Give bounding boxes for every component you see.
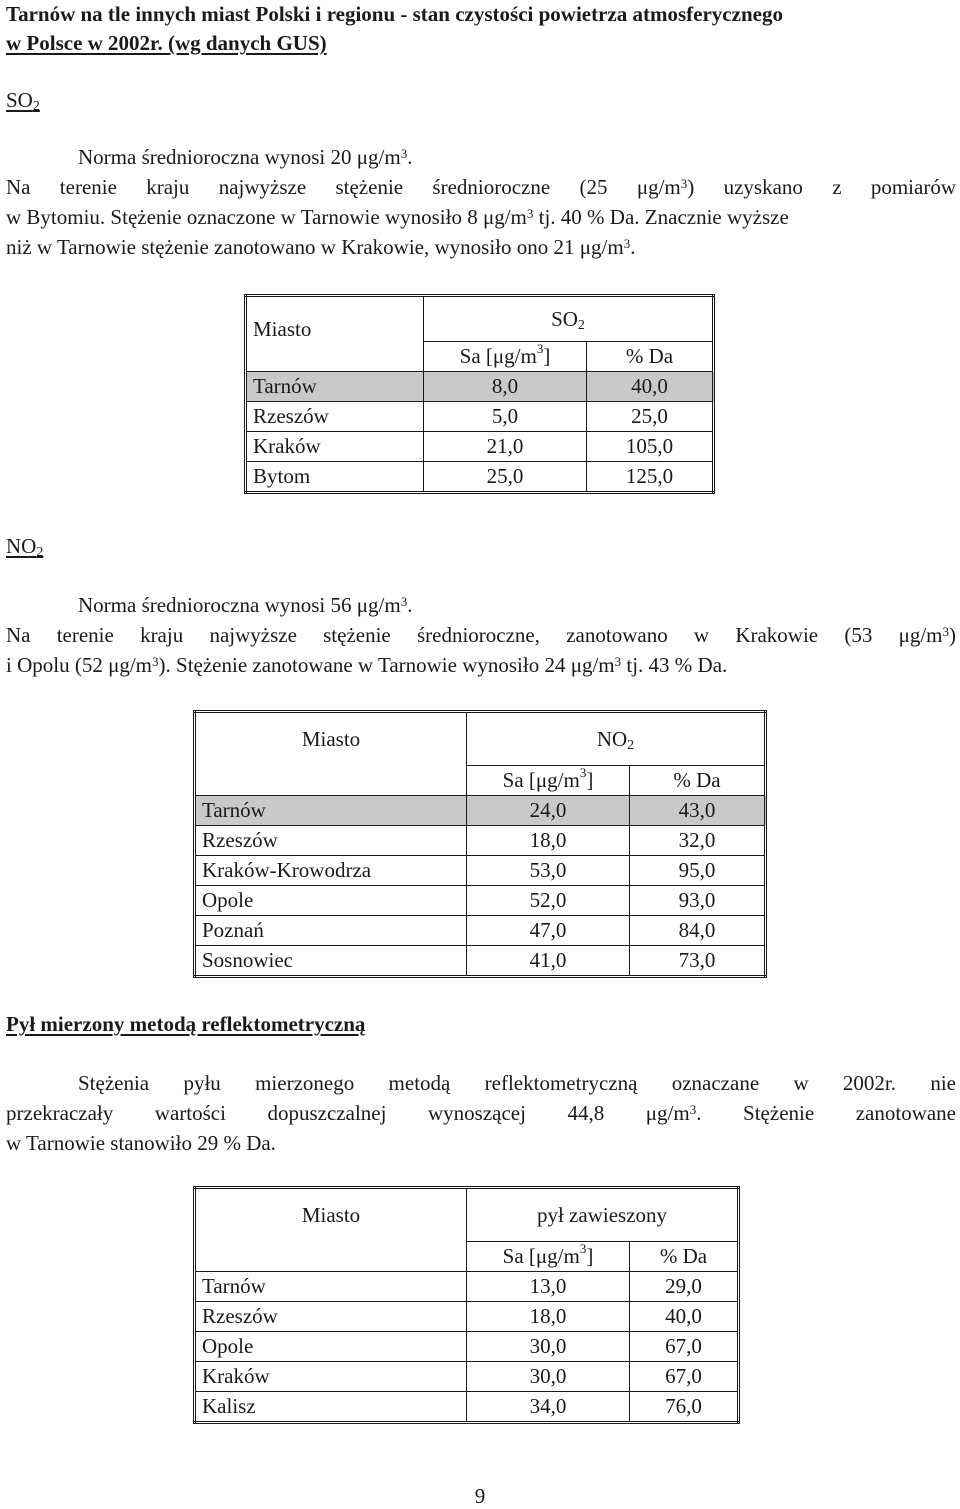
row-sa: 30,0 [467,1362,630,1392]
row-da: 29,0 [630,1272,739,1302]
row-sa: 47,0 [467,916,630,946]
row-da: 67,0 [630,1362,739,1392]
row-da: 95,0 [630,856,766,886]
row-da: 43,0 [630,796,766,826]
row-sa: 53,0 [467,856,630,886]
so2-line-1: Na terenie kraju najwyższe stężenie średnioroczne (25 $\mu g/m^3$) uzyskano z pomiarów [6,175,956,199]
dust-line-1: Stężenia pyłu mierzonego metodą reflektometryczną oznaczane w 2002r. nie [78,1071,956,1095]
row-da: 40,0 [630,1302,739,1332]
row-sa: 30,0 [467,1332,630,1362]
dust-table [193,1186,740,1424]
no2-col-da: % Da [630,766,766,796]
table-row [195,1392,739,1423]
so2-city-header: Miasto [246,296,424,342]
dust-line-3: w Tarnowie stanowiło 29 % Da. [6,1131,276,1155]
row-city: Kraków-Krowodrza [195,856,467,886]
no2-col-sa: Sa $[\mu g/m^3]$ [467,766,630,796]
no2-line-1: Na terenie kraju najwyższe stężenie średnioroczne, zanotowano w Krakowie (53 $\mu g/m^3$) [6,623,956,647]
no2-heading: $NO_2$ [6,534,44,560]
row-da: 76,0 [630,1392,739,1423]
no2-paragraph [6,590,956,680]
row-city: Tarnów [246,372,424,402]
row-da: 84,0 [630,916,766,946]
row-city: Tarnów [195,1272,467,1302]
row-city: Kalisz [195,1392,467,1423]
dust-col-da: % Da [630,1242,739,1272]
so2-heading: $SO_2$ [6,88,40,114]
so2-col-da: % Da [587,342,714,372]
document-title [6,0,956,58]
table-row [195,1302,739,1332]
row-city: Opole [195,886,467,916]
row-city: Sosnowiec [195,946,467,977]
row-city: Rzeszów [195,826,467,856]
row-sa: 13,0 [467,1272,630,1302]
table-row [195,826,766,856]
so2-group-header: $SO_2$ [424,296,714,342]
so2-paragraph [6,142,956,262]
so2-line-2: w Bytomiu. Stężenie oznaczone w Tarnowie wynosiło 8 $\mu g/m^3$ tj. 40 % Da. Znacznie wyższe [6,205,789,229]
table-row [195,916,766,946]
dust-col-sa: Sa $[\mu g/m^3]$ [467,1242,630,1272]
row-city: Poznań [195,916,467,946]
row-sa: 8,0 [424,372,587,402]
row-sa: 34,0 [467,1392,630,1423]
so2-table [244,294,715,494]
table-row [195,1362,739,1392]
row-city: Bytom [246,462,424,493]
dust-group-header: pył zawieszony [467,1188,739,1242]
dust-city-header: Miasto [195,1188,467,1242]
no2-group-header: $NO_2$ [467,712,766,766]
table-row [246,462,714,493]
row-sa: 18,0 [467,1302,630,1332]
row-da: 93,0 [630,886,766,916]
table-row [195,1272,739,1302]
table-row [246,402,714,432]
table-row [195,886,766,916]
row-sa: 25,0 [424,462,587,493]
row-sa: 5,0 [424,402,587,432]
no2-table [193,710,767,978]
no2-line-2: i Opolu (52 $\mu g/m^3$). Stężenie zanotowane w Tarnowie wynosiło 24 $\mu g/m^3$ tj. 43 % Da. [6,653,728,677]
title-line-1: Tarnów na tle innych miast Polski i regionu - stan czystości powietrza atmosferycznego [6,2,783,26]
so2-col-sa: Sa $[\mu g/m^3]$ [424,342,587,372]
so2-norm: Norma średnioroczna wynosi 20 $\mu g/m^3$. [78,145,413,169]
row-da: 125,0 [587,462,714,493]
table-row [246,432,714,462]
row-da: 105,0 [587,432,714,462]
table-row [246,372,714,402]
dust-line-2: przekraczały wartości dopuszczalnej wynoszącej 44,8 $\mu g/m^3$. Stężenie zanotowane [6,1101,957,1125]
so2-line-3: niż w Tarnowie stężenie zanotowano w Krakowie, wynosiło ono 21 $\mu g/m^3$. [6,235,636,259]
row-sa: 24,0 [467,796,630,826]
row-city: Tarnów [195,796,467,826]
table-row [195,796,766,826]
row-city: Opole [195,1332,467,1362]
row-da: 67,0 [630,1332,739,1362]
no2-norm: Norma średnioroczna wynosi 56 $\mu g/m^3$. [78,593,413,617]
no2-city-header: Miasto [195,712,467,766]
row-city: Kraków [246,432,424,462]
dust-header-spacer [195,1242,467,1272]
no2-header-spacer [195,766,467,796]
table-row [195,856,766,886]
row-sa: 52,0 [467,886,630,916]
page-number: 9 [474,1484,486,1508]
dust-paragraph [6,1068,956,1158]
row-sa: 18,0 [467,826,630,856]
table-row [195,1332,739,1362]
row-da: 40,0 [587,372,714,402]
row-city: Kraków [195,1362,467,1392]
table-row [195,946,766,977]
row-da: 32,0 [630,826,766,856]
row-da: 73,0 [630,946,766,977]
row-sa: 21,0 [424,432,587,462]
row-sa: 41,0 [467,946,630,977]
title-line-2: w Polsce w 2002r. (wg danych GUS) [6,31,327,55]
row-city: Rzeszów [246,402,424,432]
dust-heading: Pył mierzony metodą reflektometryczną [6,1012,366,1036]
so2-header-spacer [246,342,424,372]
row-da: 25,0 [587,402,714,432]
row-city: Rzeszów [195,1302,467,1332]
